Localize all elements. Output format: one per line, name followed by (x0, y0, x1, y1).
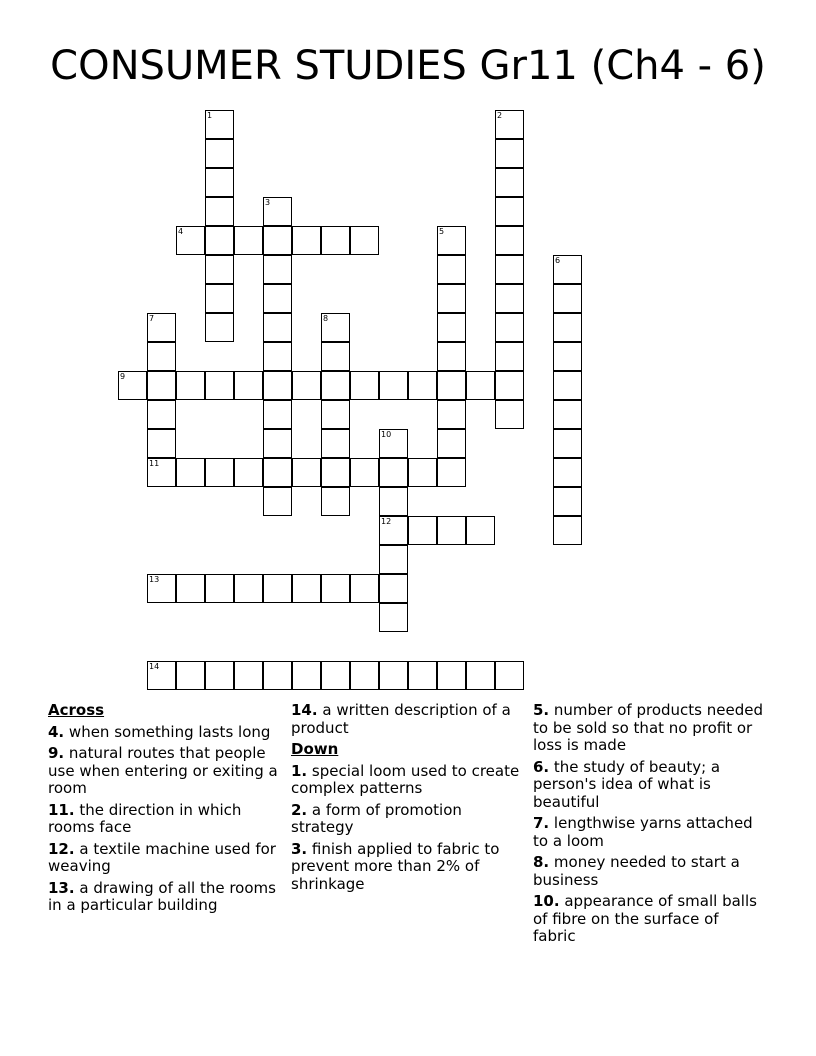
cell-number: 1 (207, 111, 213, 120)
grid-cell[interactable] (205, 110, 234, 139)
grid-cell[interactable] (263, 226, 292, 255)
grid-cell[interactable] (553, 313, 582, 342)
grid-cell[interactable] (263, 371, 292, 400)
grid-cell[interactable] (466, 661, 495, 690)
clue-text: money needed to start a business (533, 853, 740, 889)
grid-cell[interactable] (321, 313, 350, 342)
clue-text: when something lasts long (68, 722, 271, 741)
grid-cell[interactable] (437, 284, 466, 313)
grid-cell[interactable] (205, 661, 234, 690)
grid-cell[interactable] (292, 574, 321, 603)
clues-column-2 (291, 702, 523, 897)
grid-cell[interactable] (553, 342, 582, 371)
grid-cell[interactable] (408, 458, 437, 487)
grid-cell[interactable] (176, 458, 205, 487)
grid-cell[interactable] (350, 226, 379, 255)
grid-cell[interactable] (379, 487, 408, 516)
grid-cell[interactable] (437, 516, 466, 545)
clue-down-6 (533, 759, 765, 812)
grid-cell[interactable] (495, 110, 524, 139)
clue-down-5 (533, 702, 765, 755)
clue-across-12 (48, 841, 280, 876)
clue-down-7 (533, 815, 765, 850)
grid-cell[interactable] (147, 429, 176, 458)
cell-number: 6 (555, 256, 561, 265)
clue-across-4 (48, 724, 280, 742)
clue-across-14 (291, 702, 523, 737)
grid-cell[interactable] (553, 284, 582, 313)
clue-down-10 (533, 893, 765, 946)
grid-cell[interactable] (553, 516, 582, 545)
grid-cell[interactable] (495, 342, 524, 371)
grid-cell[interactable] (234, 371, 263, 400)
grid-cell[interactable] (234, 458, 263, 487)
grid-cell[interactable] (263, 313, 292, 342)
grid-cell[interactable] (205, 574, 234, 603)
grid-cell[interactable] (205, 371, 234, 400)
clue-across-9 (48, 745, 280, 798)
clue-text: appearance of small balls of fibre on the surface of fabric (533, 892, 757, 945)
cell-number: 13 (149, 575, 160, 584)
cell-number: 9 (120, 372, 126, 381)
grid-cell[interactable] (553, 429, 582, 458)
clue-text: the study of beauty; a person's idea of what is beautiful (533, 757, 721, 811)
grid-cell[interactable] (553, 255, 582, 284)
clue-number: 3. (291, 839, 308, 858)
clue-text: natural routes that people use when entering or exiting a room (48, 744, 278, 797)
grid-cell[interactable] (263, 429, 292, 458)
grid-cell[interactable] (321, 487, 350, 516)
grid-cell[interactable] (234, 661, 263, 690)
clue-number: 1. (291, 761, 308, 780)
clue-text: lengthwise yarns attached to a loom (533, 814, 753, 850)
grid-cell[interactable] (147, 342, 176, 371)
grid-cell[interactable] (553, 400, 582, 429)
clue-number: 13. (48, 878, 75, 897)
puzzle-title: CONSUMER STUDIES Gr11 (Ch4 - 6) (50, 43, 766, 89)
grid-cell[interactable] (263, 197, 292, 226)
grid-cell[interactable] (379, 603, 408, 632)
grid-cell[interactable] (205, 284, 234, 313)
grid-cell[interactable] (350, 458, 379, 487)
cell-number: 2 (497, 111, 503, 120)
grid-cell[interactable] (495, 226, 524, 255)
grid-cell[interactable] (553, 458, 582, 487)
cell-number: 14 (149, 662, 160, 671)
cell-number: 5 (439, 227, 445, 236)
clue-text: number of products needed to be sold so that no profit or loss is made (533, 701, 763, 754)
grid-cell[interactable] (292, 661, 321, 690)
grid-cell[interactable] (205, 313, 234, 342)
clue-text: special loom used to create complex patterns (291, 761, 520, 797)
clue-number: 4. (48, 722, 65, 741)
grid-cell[interactable] (147, 400, 176, 429)
grid-cell[interactable] (292, 371, 321, 400)
grid-cell[interactable] (234, 226, 263, 255)
grid-cell[interactable] (205, 255, 234, 284)
grid-cell[interactable] (437, 255, 466, 284)
clue-text: a textile machine used for weaving (48, 839, 276, 875)
grid-cell[interactable] (437, 371, 466, 400)
across-heading: Across (48, 701, 105, 719)
grid-cell[interactable] (495, 661, 524, 690)
clue-text: finish applied to fabric to prevent more than 2% of shrinkage (291, 839, 500, 893)
clue-across-11 (48, 802, 280, 837)
grid-cell[interactable] (263, 661, 292, 690)
clue-across-13 (48, 880, 280, 915)
grid-cell[interactable] (495, 284, 524, 313)
grid-cell[interactable] (205, 139, 234, 168)
clue-number: 14. (291, 701, 318, 719)
grid-cell[interactable] (321, 429, 350, 458)
clue-number: 9. (48, 744, 65, 762)
clues-column-3 (533, 702, 765, 950)
grid-cell[interactable] (147, 313, 176, 342)
grid-cell[interactable] (379, 574, 408, 603)
grid-cell[interactable] (147, 574, 176, 603)
clue-number: 5. (533, 701, 550, 719)
grid-cell[interactable] (321, 342, 350, 371)
grid-cell[interactable] (408, 371, 437, 400)
grid-cell[interactable] (292, 458, 321, 487)
grid-cell[interactable] (437, 661, 466, 690)
clues-column-1 (48, 702, 280, 919)
grid-cell[interactable] (176, 574, 205, 603)
grid-cell[interactable] (205, 197, 234, 226)
grid-cell[interactable] (205, 168, 234, 197)
grid-cell[interactable] (379, 371, 408, 400)
cell-number: 7 (149, 314, 155, 323)
grid-cell[interactable] (263, 342, 292, 371)
grid-cell[interactable] (379, 458, 408, 487)
grid-cell[interactable] (466, 516, 495, 545)
grid-cell[interactable] (292, 226, 321, 255)
grid-cell[interactable] (147, 458, 176, 487)
clue-number: 8. (533, 853, 550, 871)
grid-cell[interactable] (495, 371, 524, 400)
grid-cell[interactable] (437, 313, 466, 342)
cell-number: 10 (381, 430, 392, 439)
grid-cell[interactable] (437, 342, 466, 371)
clue-down-8 (533, 854, 765, 889)
grid-cell[interactable] (437, 400, 466, 429)
grid-cell[interactable] (495, 313, 524, 342)
grid-cell[interactable] (263, 255, 292, 284)
grid-cell[interactable] (495, 139, 524, 168)
cell-number: 3 (265, 198, 271, 207)
grid-cell[interactable] (408, 661, 437, 690)
grid-cell[interactable] (263, 400, 292, 429)
grid-cell[interactable] (176, 226, 205, 255)
grid-cell[interactable] (321, 371, 350, 400)
grid-cell[interactable] (147, 371, 176, 400)
grid-cell[interactable] (118, 371, 147, 400)
clue-down-1 (291, 763, 523, 798)
grid-cell[interactable] (379, 429, 408, 458)
down-heading: Down (291, 740, 339, 758)
grid-cell[interactable] (176, 371, 205, 400)
grid-cell[interactable] (263, 458, 292, 487)
grid-cell[interactable] (321, 661, 350, 690)
grid-cell[interactable] (553, 487, 582, 516)
grid-cell[interactable] (495, 197, 524, 226)
grid-cell[interactable] (205, 458, 234, 487)
clue-text: a form of promotion strategy (291, 800, 462, 836)
grid-cell[interactable] (321, 226, 350, 255)
grid-cell[interactable] (437, 458, 466, 487)
grid-cell[interactable] (495, 168, 524, 197)
grid-cell[interactable] (437, 429, 466, 458)
clue-number: 6. (533, 757, 550, 776)
grid-cell[interactable] (437, 226, 466, 255)
grid-cell[interactable] (147, 661, 176, 690)
grid-cell[interactable] (408, 516, 437, 545)
clue-down-3 (291, 841, 523, 894)
clue-number: 12. (48, 839, 75, 858)
cell-number: 11 (149, 459, 160, 468)
grid-cell[interactable] (321, 458, 350, 487)
grid-cell[interactable] (234, 574, 263, 603)
clue-number: 10. (533, 892, 560, 910)
grid-cell[interactable] (495, 400, 524, 429)
grid-cell[interactable] (350, 574, 379, 603)
clue-text: the direction in which rooms face (48, 800, 242, 836)
grid-cell[interactable] (379, 516, 408, 545)
grid-cell[interactable] (495, 255, 524, 284)
cell-number: 8 (323, 314, 329, 323)
clue-number: 2. (291, 800, 308, 819)
grid-cell[interactable] (350, 371, 379, 400)
grid-cell[interactable] (466, 371, 495, 400)
grid-cell[interactable] (263, 284, 292, 313)
grid-cell[interactable] (263, 487, 292, 516)
grid-cell[interactable] (321, 400, 350, 429)
grid-cell[interactable] (205, 226, 234, 255)
clue-number: 11. (48, 800, 75, 819)
grid-cell[interactable] (176, 661, 205, 690)
grid-cell[interactable] (379, 545, 408, 574)
clue-down-2 (291, 802, 523, 837)
grid-cell[interactable] (321, 574, 350, 603)
grid-cell[interactable] (350, 661, 379, 690)
clue-text: a drawing of all the rooms in a particular building (48, 878, 276, 914)
clue-number: 7. (533, 814, 550, 832)
grid-cell[interactable] (379, 661, 408, 690)
grid-cell[interactable] (553, 371, 582, 400)
cell-number: 12 (381, 517, 392, 526)
cell-number: 4 (178, 227, 184, 236)
clue-text: a written description of a product (291, 701, 511, 737)
grid-cell[interactable] (263, 574, 292, 603)
